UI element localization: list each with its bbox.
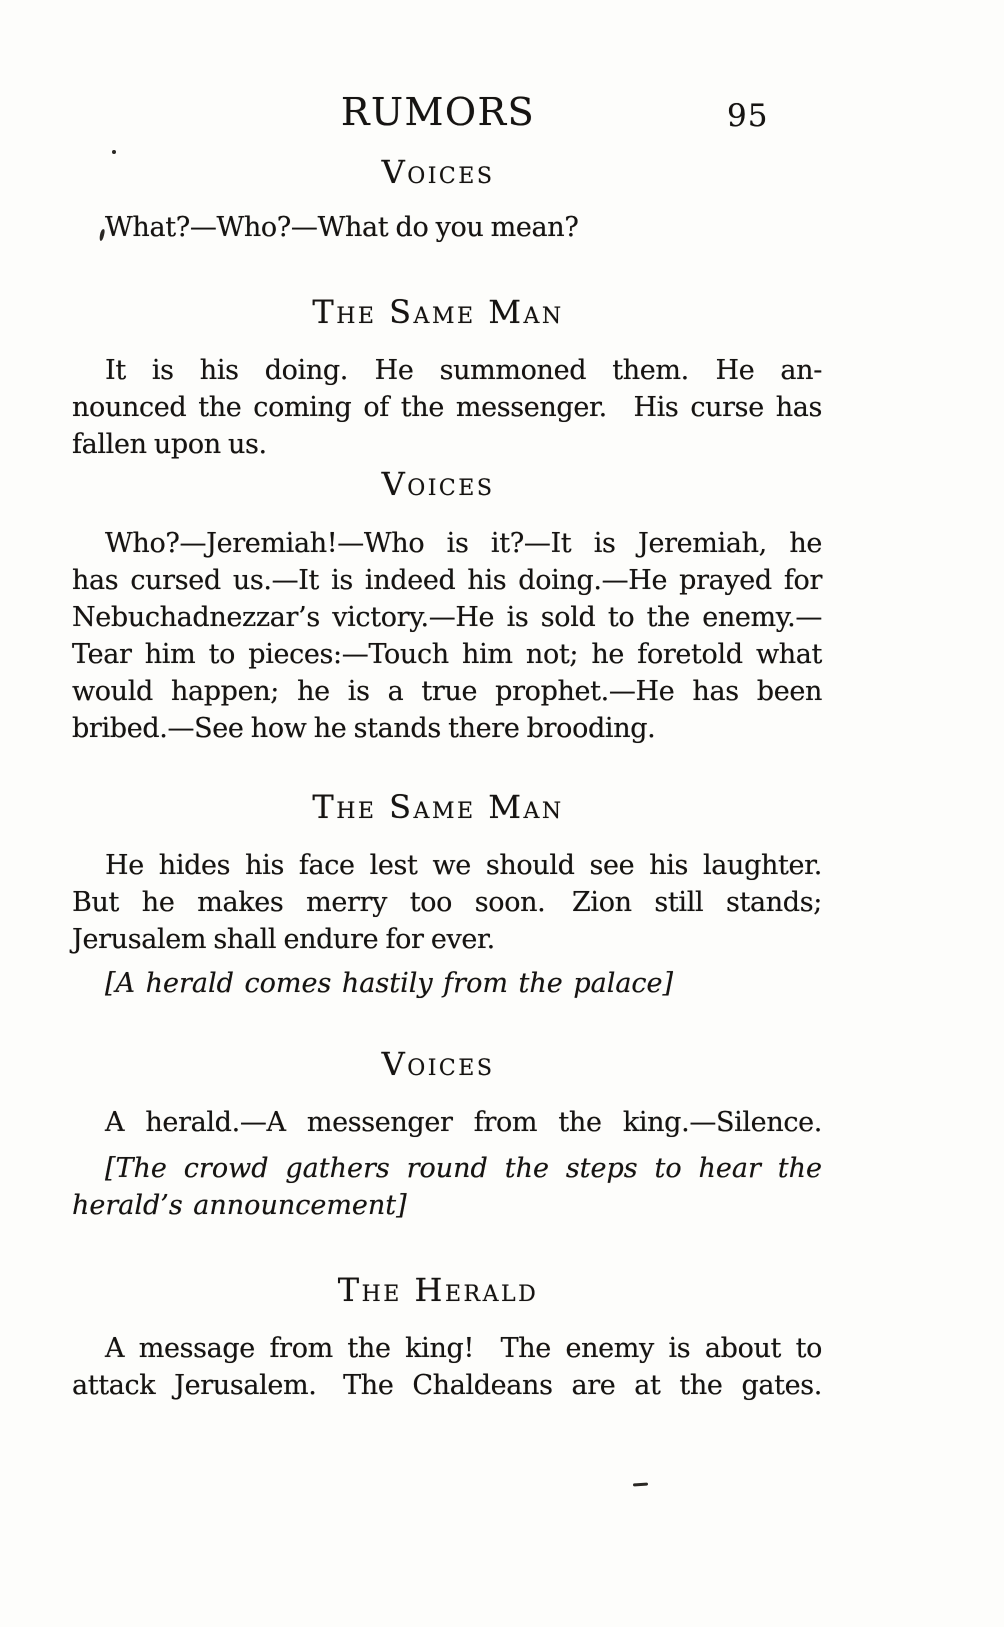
- dialogue-line: would happen; he is a true prophet.—He has been: [72, 676, 822, 707]
- speaker-heading-voices-2: Voices: [381, 465, 495, 503]
- stage-direction-line: [A herald comes hastily from the palace]: [105, 968, 674, 999]
- stage-direction-1: [72, 965, 822, 1002]
- dialogue-line: He hides his face lest we should see his laughter.: [105, 850, 822, 881]
- speech-voices-1: [72, 209, 822, 246]
- dialogue-line: attack Jerusalem. The Chaldeans are at the gates.: [72, 1370, 822, 1401]
- stage-direction-line: herald’s announcement]: [72, 1190, 407, 1221]
- dialogue-line: bribed.—See how he stands there brooding.: [72, 713, 656, 744]
- speech-same-man-1: [72, 352, 822, 463]
- speaker-heading-same-man-2: The Same Man: [312, 788, 564, 826]
- speaker-heading-voices-3: Voices: [381, 1045, 495, 1083]
- dialogue-line: A message from the king! The enemy is about to: [105, 1333, 822, 1364]
- scan-artifact-dash: [633, 1482, 648, 1486]
- speech-voices-2: [72, 525, 822, 747]
- speaker-heading-voices-1: Voices: [381, 153, 495, 191]
- dialogue-line: has cursed us.—It is indeed his doing.—He prayed for: [72, 565, 822, 596]
- speaker-heading-same-man-1: The Same Man: [312, 293, 564, 331]
- dialogue-line: A herald.—A messenger from the king.—Silence.: [105, 1107, 822, 1138]
- dialogue-line: But he makes merry too soon. Zion still stands;: [72, 887, 822, 918]
- dialogue-line: Jerusalem shall endure for ever.: [72, 924, 495, 955]
- dialogue-line: What?—Who?—What do you mean?: [105, 212, 579, 243]
- dialogue-line: fallen upon us.: [72, 429, 267, 460]
- speech-herald: [72, 1330, 822, 1404]
- dialogue-line: It is his doing. He summoned them. He an-: [105, 355, 822, 386]
- stage-direction-line: [The crowd gathers round the steps to hear the: [105, 1153, 822, 1184]
- page-number: 95: [727, 98, 769, 134]
- stage-direction-2: [72, 1150, 822, 1224]
- scan-artifact-dot: [112, 150, 116, 154]
- dialogue-line: Who?—Jeremiah!—Who is it?—It is Jeremiah, he: [105, 528, 822, 559]
- speech-same-man-2: [72, 847, 822, 958]
- dialogue-line: Nebuchadnezzar’s victory.—He is sold to the enemy.—: [72, 602, 822, 633]
- dialogue-line: Tear him to pieces:—Touch him not; he foretold what: [72, 639, 822, 670]
- speaker-heading-herald: The Herald: [337, 1271, 539, 1309]
- speech-voices-3: [72, 1104, 822, 1141]
- running-title: RUMORS: [340, 90, 536, 134]
- dialogue-line: nounced the coming of the messenger. His curse has: [72, 392, 822, 423]
